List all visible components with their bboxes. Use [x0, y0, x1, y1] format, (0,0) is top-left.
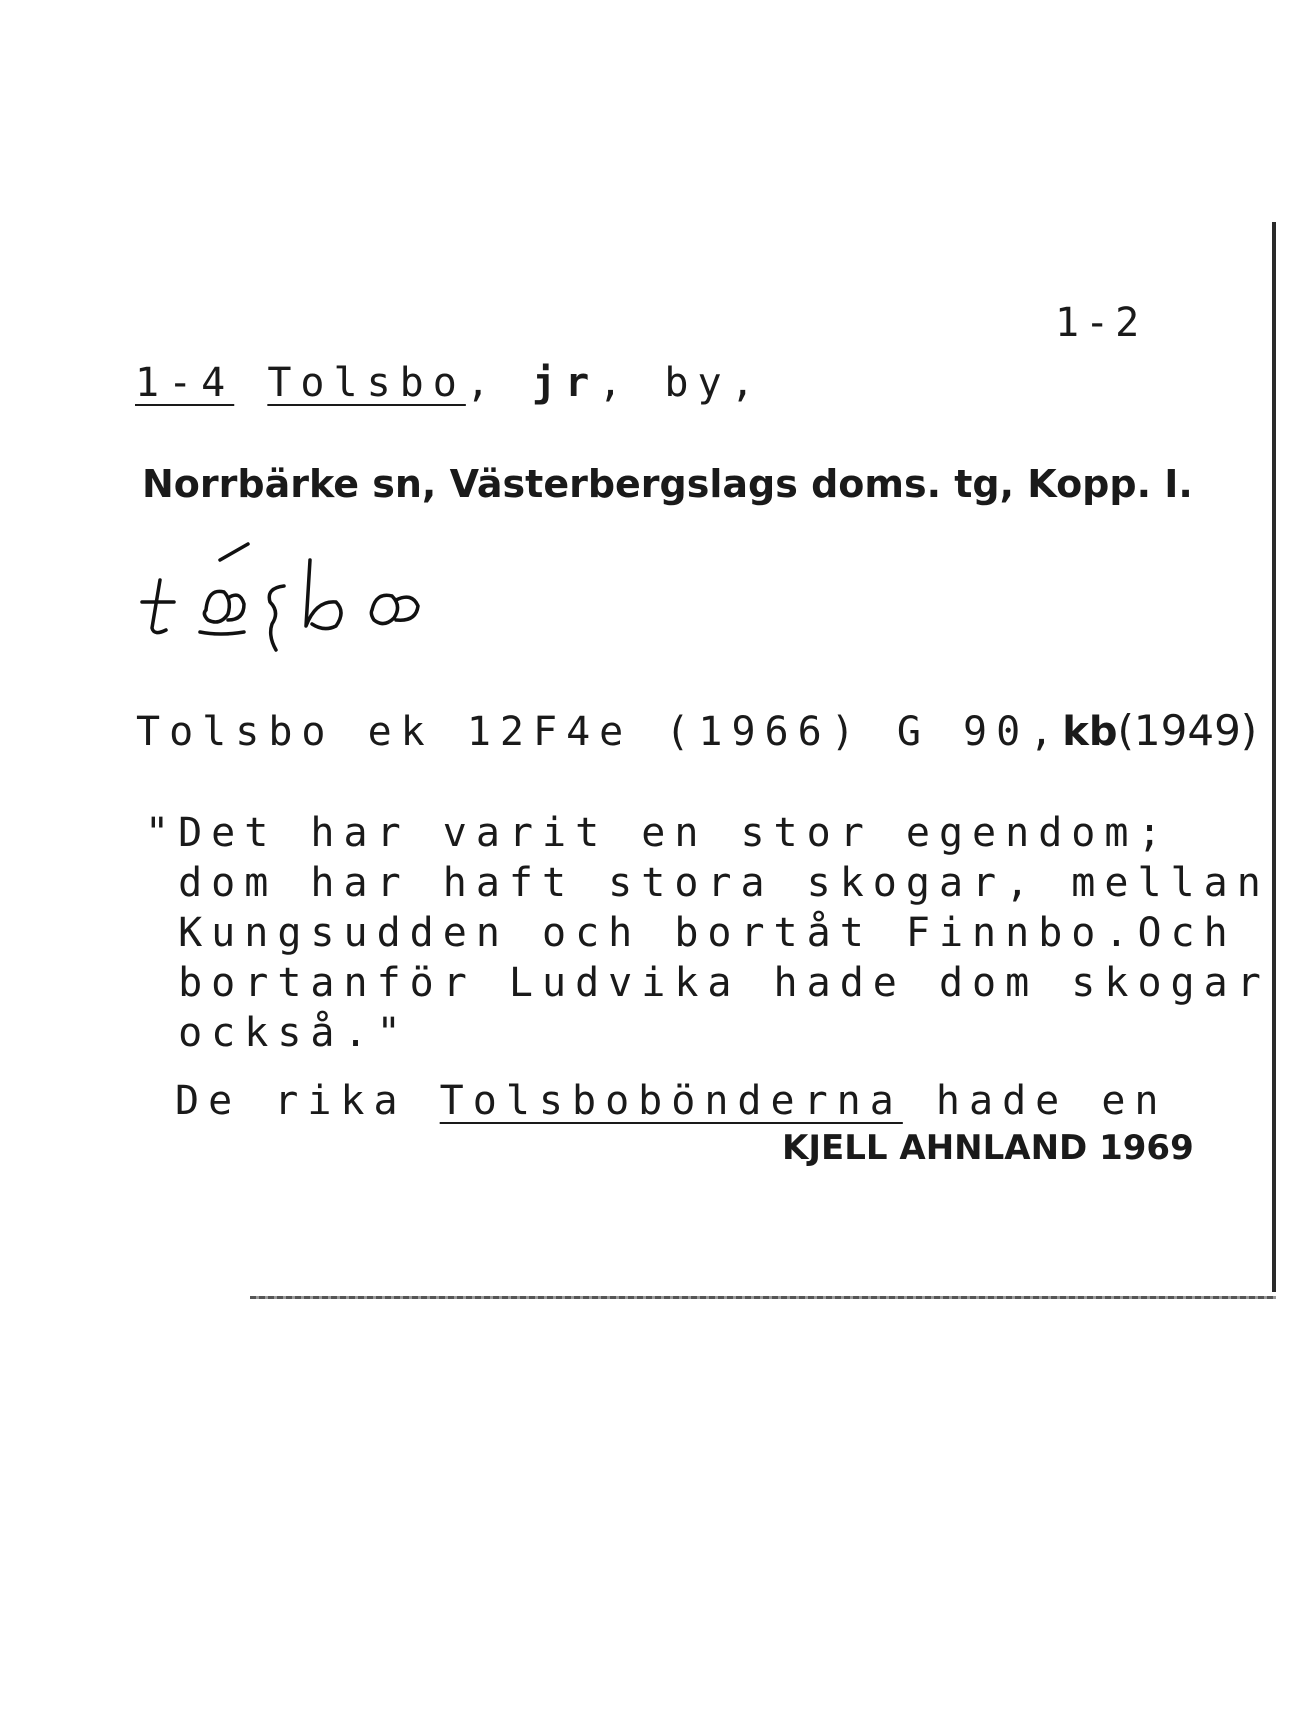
headword-name: Tolsbo [267, 360, 466, 406]
handwritten-pronunciation [140, 540, 480, 670]
parish-line: Norrbärke sn, Västerbergslags doms. tg, Kopp. I. [142, 462, 1193, 506]
source-kb-year: (1949) [1117, 706, 1258, 755]
headword-rest: , by, [598, 360, 764, 406]
note-line [175, 1078, 1168, 1124]
card-edge-right [1272, 222, 1276, 1292]
source-text: Tolsbo ek 12F4e (1966) G 90, [136, 709, 1063, 755]
headword [135, 360, 764, 406]
source-reference [136, 706, 1257, 755]
headword-separator: , [465, 360, 499, 406]
note-suffix: hade en [935, 1078, 1168, 1124]
page-number: 1-2 [1055, 300, 1146, 346]
headword-code: jr [532, 360, 599, 406]
source-kb: kb [1062, 709, 1118, 755]
card-edge-bottom [250, 1296, 1276, 1299]
headword-number: 1-4 [135, 360, 235, 406]
collector-signature: KJELL AHNLAND 1969 [782, 1128, 1194, 1168]
note-prefix: De rika [175, 1078, 407, 1124]
quote-text: "Det har varit en stor egendom; dom har haft stora skogar, mellan Kungsudden och bortåt Finnbo.Och bortanför Ludvika hade dom skogar också." [145, 810, 1270, 1056]
note-underlined: Tolsbobönderna [439, 1078, 903, 1124]
